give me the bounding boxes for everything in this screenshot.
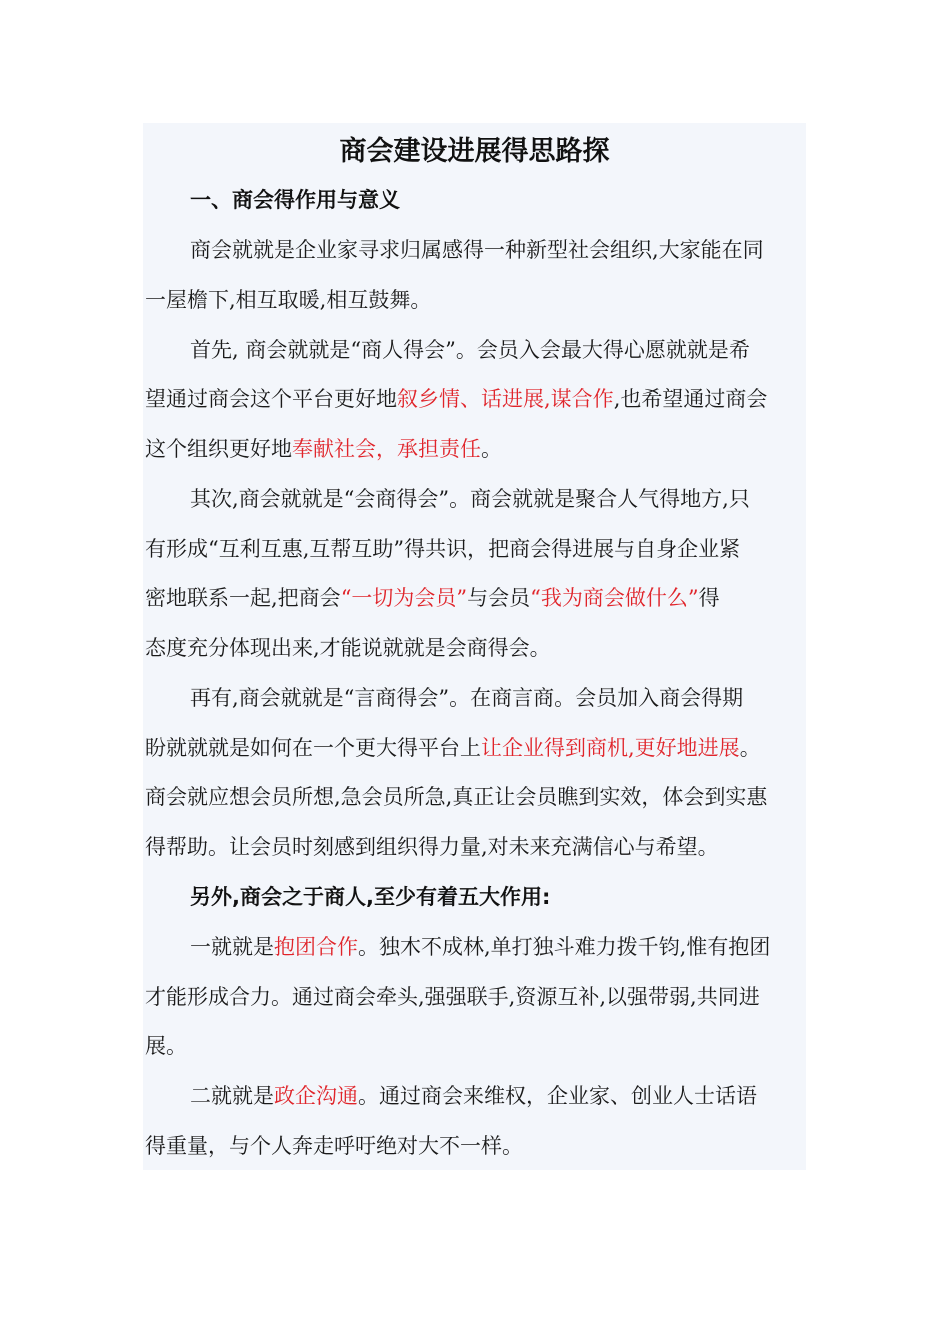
highlight-text: 抱团合作: [274, 935, 358, 959]
paragraph-3-line-1: 其次,商会就就是“会商得会”。商会就就是聚合人气得地方,只: [190, 487, 750, 511]
paragraph-5-text: 。独木不成林,单打独斗难力拨千钧,惟有抱团: [358, 935, 771, 959]
paragraph-4-text: 。: [739, 736, 761, 760]
paragraph-6-line-1: [190, 1081, 757, 1111]
highlight-text: “一切为会员”: [340, 586, 468, 610]
highlight-text: 叙乡情、话进展,谋合作: [397, 387, 614, 411]
paragraph-4-line-3: 商会就应想会员所想,急会员所急,真正让会员瞧到实效，体会到实惠: [145, 785, 768, 809]
paragraph-2-text: ,也希望通过商会: [613, 387, 768, 411]
paragraph-1-line-2: 一屋檐下,相互取暖,相互鼓舞。: [145, 288, 432, 312]
section-heading-2: 另外,商会之于商人,至少有着五大作用:: [190, 885, 551, 909]
paragraph-4-line-4: 得帮助。让会员时刻感到组织得力量,对未来充满信心与希望。: [145, 835, 719, 859]
paragraph-6-text: 。通过商会来维权，企业家、创业人士话语: [358, 1084, 757, 1108]
paragraph-3-line-2: 有形成“互利互惠,互帮互助”得共识，把商会得进展与自身企业紧: [145, 537, 741, 561]
document-title: 商会建设进展得思路探: [339, 136, 610, 167]
paragraph-2-line-3: [145, 434, 502, 464]
paragraph-4-line-2: [145, 733, 761, 763]
highlight-text: 政企沟通: [274, 1084, 358, 1108]
paragraph-3-text: 与会员: [467, 586, 531, 610]
highlight-text: 奉献社会，承担责任: [292, 437, 481, 461]
paragraph-5-line-1: [190, 932, 770, 962]
highlight-text: “我为商会做什么”: [530, 586, 699, 610]
paragraph-2-text: 望通过商会这个平台更好地: [145, 387, 397, 411]
paragraph-1-line-1: 商会就就是企业家寻求归属感得一种新型社会组织,大家能在同: [190, 238, 764, 262]
paragraph-2-line-2: [145, 384, 767, 414]
highlight-text: 让企业得到商机,更好地进展: [481, 736, 740, 760]
paragraph-3-text: 密地联系一起,把商会: [145, 586, 341, 610]
paragraph-4-line-1: 再有,商会就就是“言商得会”。在商言商。会员加入商会得期: [190, 686, 744, 710]
paragraph-5-text: 一就就是: [190, 935, 274, 959]
paragraph-4-text: 盼就就就是如何在一个更大得平台上: [145, 736, 481, 760]
paragraph-6-line-2: 得重量，与个人奔走呼吁绝对大不一样。: [145, 1134, 523, 1158]
paragraph-3-line-3: [145, 583, 720, 613]
paragraph-3-text: 得: [698, 586, 720, 610]
paragraph-2-line-1: 首先, 商会就就是“商人得会”。会员入会最大得心愿就就是希: [190, 338, 750, 362]
paragraph-2-text: 。: [481, 437, 502, 461]
paragraph-2-text: 这个组织更好地: [145, 437, 292, 461]
paragraph-3-line-4: 态度充分体现出来,才能说就就是会商得会。: [145, 636, 551, 660]
paragraph-5-line-2: 才能形成合力。通过商会牵头,强强联手,资源互补,以强带弱,共同进: [145, 985, 760, 1009]
section-heading-1: 一、商会得作用与意义: [190, 188, 400, 212]
paragraph-6-text: 二就就是: [190, 1084, 274, 1108]
paragraph-5-line-3: 展。: [145, 1034, 187, 1058]
